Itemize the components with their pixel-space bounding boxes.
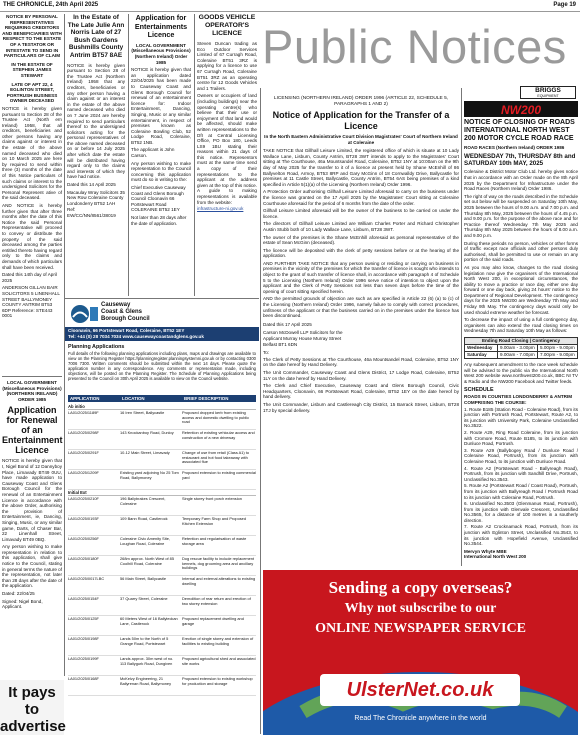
extension-row [465, 344, 577, 351]
lt-body-6: The licence will be deposited with the clerk of petty sessions before or at the hearing of the application. [263, 247, 459, 259]
col-location: LOCATION [122, 396, 145, 401]
licence-transfer-notice [263, 96, 459, 566]
road-item: 2. Route A29, Ring Road Coleraine, from its junction with Cromore Road, Route B185, to its junction with Dunluce Road, Portrush. [464, 429, 578, 447]
planning-table-header [68, 395, 256, 402]
application-location: 109 Bann Road, Castlerock [120, 516, 168, 521]
extension-road-closing: 9.00am - 3.00pm [497, 345, 537, 351]
application-number: LA01/2025/0125F [68, 616, 99, 621]
application-location: McKelvy Engineering, 21 Ballyrenan Road, Ballymoney [120, 676, 172, 686]
lt-body-1: TAKE NOTICE that Gillhall Leisure Limited, the registered office of which is situate at 10 Lady Wallace Lane, Lisburn, County Antrim, BT28 3WT intends to apply to the Magistrates' Court sitting at The Courthouse, 46a Mountsandel Road, Coleraine, BT52 1NY at 10:00am on the 9th day of May 2025 for the transfer to it of a licence at present held by Shane McEnhill of 86 Ballyvelton Road, Armoy, BT53 8RP and Gary McGinn of 18 Cornwalldy Drive, Ballycastle for premises at 11 Castle Street, Ballycastle, County Antrim, BT54 6AS being premises of a kind specified in Article 5(1)(a) of the Licensing (Northern Ireland) Order 1996. [263, 148, 459, 187]
council-address: Cloonavin, 66 Portstewart Road, Coleraine, BT52 1EY [68, 328, 185, 333]
ent-title: Application for Entertainments Licence [134, 13, 188, 40]
planning-rows [68, 404, 256, 732]
application-location: 268m approx. North West of 85 Coolhill Road, Coleraine [120, 556, 174, 566]
table-row [68, 430, 256, 450]
application-location: 143 Knockanboy Road, Dunloy [120, 430, 174, 435]
application-description: Proposed extension to existing commercial yard [182, 470, 256, 480]
notice-title: NOTICE BY PERSONAL REPRESENTATIVES REQUIRING CREDITORS AND BENEFICIARIES WITH RESPECT TO THE ESTATE OF A TESTATOR OR INTESTATE TO SEND IN PARTICULARS OF CLAIM [2, 14, 62, 59]
application-number: LA01/2025/0199F [68, 656, 99, 661]
notice-dated: Dated this 14th day of April 2025 [2, 272, 57, 283]
lt-title: LICENSING (NORTHERN IRELAND) ORDER 1996 (ARTICLE 22, SCHEDULE 5, PARAGRAPHS 1 AND 2) [273, 96, 449, 107]
promo-text: It pays to advertise [0, 684, 66, 735]
licence-body-2: Any person wishing to make representation in relation to this application, shall give notice to the Council, stating in general terms the nature of the representation, not later than 28 days after the date of the application. [2, 544, 63, 589]
entertainments-licence-notice [131, 14, 191, 296]
application-description: Proposed agricultural shed and associated site works [182, 656, 256, 666]
notice-body-2: AND NOTICE is hereby further given that after three months after the date of this Notice the said Personal Representative will proceed to convey or distribute the property of the said deceased among the parties entitled thereto having regard only to the claims and demands of which particulars shall have been received. [2, 203, 62, 270]
road-item: 1. Route B185 (Station Road - Coleraine Road), from its junction with Portrush Road, Portstewart, Route A2, to its junction with University Park, Coleraine Unclassified No.3522. [464, 406, 578, 429]
application-description: Proposed replacement dwelling and garage [182, 616, 244, 626]
application-number: LA01/2025/1209F [68, 470, 99, 475]
rc-body-6: Any subsequent amendment to the race week schedule will be advised to the public via the International North West 200 website www.northwest200.co.uk, BBC NI TV & Radio and the NW200 Facebook and Twitter feeds. [464, 362, 578, 384]
road-item: 5. Route A2 (Portstewart Road / Coast Road), Portrush, from its junction with Ballyreagh Road / Portrush Road to its junction with Coleraine Road, Portrush. [464, 483, 578, 500]
lt-body-8: AND the permitted grounds of objection are such as are specified in Article 22 (6) (a) to (c) of the Licensing (Northern Ireland) Order 1996, namely failure to comply with correct procedures, unfitness of the applicant or that the business carried on in the premises under the licence has been discontinued. [263, 296, 459, 319]
estate-title: In the Estate of The Late Julie Ann Norris Late of 27 Bush Gardens Bushmills County Antrim BT57 8AE [67, 14, 125, 59]
lt-to-1: The Clerk of Petty Sessions at The Courthouse, 46a Mountsandel Road, Coleraine, BT52 1NY on the date hereof by Hand Delivery. [263, 356, 459, 368]
table-row [68, 410, 256, 430]
extension-contingency: 7.00pm - 9.00pm [537, 352, 577, 358]
road-list [464, 407, 578, 547]
notice-solicitor: ANDERSON GILLAN BAIR SOLICITORS 5 LINENHALL STREET BALLYMONEY COUNTY ANTRIM BT53 6DP Reference: STE443 0001 [2, 285, 60, 319]
extension-day: Wednesday [467, 345, 493, 351]
ad-url[interactable]: UlsterNet.co.uk [320, 674, 520, 706]
lt-notice: Notice of Application for the Transfer of a Licence [272, 110, 450, 131]
extension-day: Saturday [467, 352, 487, 358]
estate-solicitor: Macaulay Wray Solicitors 35 New Row Coleraine County Londonderry BT52 1AH [67, 189, 125, 206]
lt-to: To: [263, 350, 270, 356]
rc-signoff-2: International North West 200 [464, 554, 527, 560]
paper-date: THE CHRONICLE, 24th April 2025 [3, 2, 99, 8]
application-number: LA01/2025/0168F [68, 676, 99, 681]
licence-title: Application for Renewal of an Entertainment Licence [2, 405, 63, 456]
road-item: 4. Route A2 (Portstewart Road - Ballyreagh Road), Portrush, from its junction with Sandhill Drive, Portrush, Unclassified No.3543. [464, 465, 578, 482]
application-description: Proposed dropped kerb from existing access and domestic dwelling to public road [182, 410, 250, 425]
application-number: LA01/2025/0291F [68, 450, 99, 455]
council-crest-icon [69, 303, 99, 325]
rc-body-4: As you may also know, changes to the road closing legislation now give the organisers of the International North West 200, in exceptional circumstances, the ability to move a practice or race day, either one day forward or one day back, giving 24 hours' notice to the Department of Regional Development. The contingency days for the 2025 NW200 are Wednesday 7th May and Friday 9th May. The contingency days would only be used should extreme weather be forecast. [464, 264, 578, 315]
application-number: LA01/2025/0298F [68, 430, 99, 435]
road-item: 3. Route A29 (Ballybogey Road / Dunluce Road / Coleraine Road, Portrush), from its junction with Coleraine Road, to its junction with Dunluce Road. [464, 447, 578, 464]
estate-notice-stewart [2, 14, 62, 372]
application-number: LA01/2025/0154F [68, 596, 99, 601]
application-description: Proposed extension to existing workshop for production and storage [182, 676, 253, 686]
public-notices-banner [262, 20, 577, 80]
extension-row [465, 351, 577, 358]
application-number: LA01/2025/0180F [68, 556, 99, 561]
application-location: 196 Ballybrakes Crescent, Coleraine [120, 496, 166, 506]
briggs-logo-text: BRIGGS [535, 87, 561, 94]
ent-address: Chief Executive Causeway Coast and Glens Borough Council Cloonavin 66 Portstewart Road COLERAINE BT52 1EY [131, 185, 186, 213]
lt-dated: Dated this 17 April 2025 [263, 321, 312, 327]
briggs-logo-sub: EQUIPMENT [537, 94, 559, 98]
notice-body: NOTICE is hereby given pursuant to Section 28 of the Trustee Act (North ern Ireland) 1958, that all creditors, beneficiaries and other persons having any claims against or interest in the estate of the above named deceased who died on 10 March 2025 are here by required to send within three (3) months of the date of this Notice particulars of such claims or interest to the undersigned Solicitors for the Personal Represent ative of the said deceased. [2, 105, 62, 201]
estate-late: LATE OF APT 22, 4 EGLINTON STREET, PORTRUSH BUSINESS OWNER DECEASED [6, 81, 58, 104]
application-number: LA01/2025/0017LBC [68, 576, 105, 581]
planning-group-label: Initial Ext [68, 490, 256, 496]
council-name-2: Coast & Glens [101, 309, 143, 315]
table-row [68, 556, 256, 576]
licence-header: LOCAL GOVERNMENT (Miscellaneous Provisions) (NORTHERN IRELAND) ORDER 1985 [2, 380, 62, 402]
estate-dated: Dated this 14 April 2025 [67, 182, 116, 188]
table-row [68, 450, 256, 470]
lt-signed: Carson McDowell LLP Solicitors for the Applicant Murray House Murray Street Belfast BT1 6DN [263, 330, 343, 347]
council-logo [69, 303, 99, 325]
lt-to-4: The Unit Commander, Lisburn and Castlereagh City District, 15 Barrack Street, Lisburn, BT28 1TJ by special delivery. [263, 401, 459, 413]
estate-name: IN THE ESTATE OF STEPHEN JAMES STEWART [11, 61, 53, 78]
rc-body-1: Coleraine & District Motor Club Ltd. hereby gives notice that in accordance with an Order made on the 8th April 2025 by the Department for Infrastructure under the Road Races (Northern Ireland) Order 1986. [464, 169, 578, 192]
road-closing-notice [464, 86, 578, 566]
ad-tagline: Read The Chronicle anywhere in the world [354, 715, 487, 722]
application-number: LA01/2025/0256F [68, 536, 99, 541]
rc-body-3: During these periods no person, vehicles or other forms of traffic except race officials and other persons duly authorised, shall be permitted to use or remain on any portion of the said roads. [464, 240, 578, 263]
ad-line-3: ONLINE NEWSPAPER SERVICE [315, 621, 526, 636]
goods-vehicle-licence-notice [197, 14, 257, 296]
application-number: LA01/2025/1189F [68, 410, 99, 415]
estate-notice-norris [67, 14, 125, 296]
council-name-1: Causeway [101, 302, 131, 308]
application-location: Lands 50m to the North of 5 Grange Road, Portstewart [120, 636, 169, 646]
application-number: LA01/2025/0210F [68, 496, 99, 501]
extension-table [464, 337, 578, 359]
ad-line-1: Sending a copy overseas? [328, 578, 513, 597]
ent-deadline: Not later than 28 days after the date of application. [131, 215, 187, 226]
extension-contingency: 5.00pm - 9.00pm [537, 345, 577, 351]
banner-title: Public Notices [262, 20, 567, 73]
application-location: 60 Meters West of 16 Ballyleckan Lane, Castlerock [120, 616, 178, 626]
application-description: Retention of existing vehicular access and construction of a new driveway [182, 430, 255, 440]
nw200-logo [464, 101, 578, 117]
table-row [68, 676, 256, 696]
gv-body: Steven Duncan trading as Eco Outdoor Services Limited of 67 Curragh Road, Coleraine BT51 3RZ is applying for a licence to use 67 Curragh Road, Coleraine BT51 3RZ as an operating centre for 12 Goods Vehicles and 1 Trailers. [197, 41, 257, 91]
estate-body: NOTICE is hereby given pursuant to Section 28 of the Trustee Act (Northern Ireland) 1958 that any creditors, beneficiaries or any other person having a claim against or an interest in the estate of the above named deceased who died on 7 June 2024 are hereby required to send particulars thereof to the undersigned solicitors acting for the personal representatives of the above named deceased on or before 14 July 2025 after which date the estate will be distributed having regard only to the claims and interests of which they have had notice. [67, 62, 125, 180]
table-row [68, 656, 256, 676]
lt-body-7: AND FURTHER TAKE NOTICE that any person owning or residing or carrying on business in premises in the vicinity of the premises for which the transfer of licence is sought who intends to object to the grant of such transfer of licence shall, in accordance with paragraph 4 of Schedule 5 to the Licensing (Northern Ireland) Order 1996 serve notice of intention to object upon the applicant and the Clerk of Petty Sessions not less than seven days before the time of the opening of court sitting specified herein. [263, 260, 459, 294]
extension-table-title: Ending Road Closing | Contingency [465, 338, 577, 344]
council-planning [65, 298, 259, 734]
rc-sub: ROAD RACES (Northern Ireland) ORDER 1986 [464, 145, 565, 150]
licence-dated: Dated: 22/04/25 [2, 591, 35, 597]
gv-body-2: Owners or occupiers of land (including buildings) near the operating centre(s) who believe that their use or enjoyment of that land would be affected, should make written representations to the DfI at Central Licensing Office, PO Box 180, Leeds LS9 1BU stating their reasons within 21 days of this notice. Representors must at the same time send a copy of their representations to the applicant at the address given at the top of this notice. A guide to making representations is available from the website: [197, 93, 257, 205]
planning-section-title: Planning Applications [68, 344, 125, 350]
application-location: 16 Iren Street, Ballycastle [120, 410, 165, 415]
briggs-logo [520, 86, 576, 99]
council-tel: Tel: +44 (0) 28 7034 7034 www.causewaycoastandglens.gov.uk [68, 333, 204, 339]
lt-to-2: The Unit Commander, Causeway Coast and Glens District, 17 Lodge Road, Coleraine, BT52 1LY on the date hereof by Hand Delivery. [263, 369, 459, 381]
application-location: Coleraine Civic Amenity Site, Loughan Road, Coleraine [120, 536, 170, 546]
ent-body-3: Any person wishing to make representation to the Council concerning this application must do so in writing to the: [131, 160, 191, 183]
rc-schedule-sub: ROADS IN COUNTIES LONDONDERRY & ANTRIM COMPRISING THE COURSE: [464, 394, 573, 405]
licence-signed: Signed: Nigel Bond, Applicant. [2, 598, 43, 610]
lt-body-2: A Protection Order authorising Gillhall Leisure Limited aforesaid to carry on the business under the licence was granted on the 17 April 2025 by the Magistrates' Court sitting at Coleraine Courthouse aforesaid for the period of 6 months from the date of the order. [263, 189, 459, 206]
application-location: 56 Main Street, Ballycastle [120, 576, 167, 581]
ulsternet-advert[interactable] [263, 570, 578, 735]
table-row [68, 596, 256, 616]
nw200-logo-text: NW200 [500, 103, 541, 117]
ent-body: NOTICE is hereby given that an application dated 22/04/2025 has been made to Causeway Coast and Glens Borough Council for renewal of an entertainment licence for: Indoor Entertainment, Dancing, Singing, Music or any similar entertainment, in respect of premises known as Coleraine Bowling Club, 52 Lodge Road, Coleraine, BT52 1NB. [131, 67, 191, 145]
planning-intro: Full details of the following planning applications including plans, maps and drawings are available to view on the Planning Register https://planningregister.planningsystemni.gov.uk or by contacting 0300 7006 7300. Written comments should be submitted within the next 14 days. Please quote the application number in any correspondence. Any comments or representation made, including objections, will be posted on the Planning Register. The Schedule of Planning Applications being presented to the Council on 30th April 2025 is available to view on the Council website. [68, 351, 256, 381]
application-location: 37 Quarry Street, Coleraine [120, 596, 168, 601]
application-description: Retention and regularisation of waste storage area [182, 536, 247, 546]
lt-body-5: The owner of the premises is the Shane McEnhill aforesaid as personal representative of the estate of Sean McGinn (deceased). [263, 234, 459, 246]
ent-applicant: The applicant is John Carson. [131, 147, 175, 159]
rc-body-2: The right of way on the roads described in the Schedule set out below will be suspended on Saturday 10th May, 2025 between the hours of 9.00 a.m. and 7.00 p.m. and Thursday 8th May, 2025 between the hours of 4.45 p.m. and 9.00 p.m. for the purpose of the above race and for Practice thereof Wednesday 7th May 2025 and Thursday 8th May 2025 between the hours of 8.00 a.m. and 9.00 p.m. [464, 193, 578, 238]
page-header [0, 0, 580, 12]
application-description: Internal and external alterations to existing dwelling [182, 576, 256, 586]
licence-body: NOTICE is hereby given that I, Nigel Bond of 12 Dannyboy Place, Limavady BT49 0UU, have made application to Causeway Coast and Glens Borough Council for the renewal of an Entertainment Licence in accordance with the above Order, authorising the provision of Entertainment, ie, Dancing, Singing, Music, or any similar game, Darts, of Chaser Bar, 22 Linenhall Street, Limavady BT49 0BQ. [2, 458, 62, 542]
table-row [68, 496, 256, 516]
table-row [68, 516, 256, 536]
rc-dates: WEDNESDAY 7th, THURSDAY 8th and SATURDAY 10th MAY, 2025 [464, 152, 576, 167]
application-location: Existing yard adjoining No 25 Tom Road, Ballymoney [120, 470, 179, 480]
table-row [68, 576, 256, 596]
gv-title: GOODS VEHICLE OPERATOR'S LICENCE [198, 14, 256, 37]
ad-line-2: Why not subscribe to our [344, 601, 497, 616]
lt-court: In the North Eastern Administrative Court Division Magistrates' Court of Northern Ireland at Coleraine [264, 134, 458, 145]
lt-body-4: The directors of Gillhall Leisure Limited are William Charles Porter and Richard Christopher Austin Stubb both of 10 Lady Wallace Lane, Lisburn, BT28 3WT. [263, 221, 459, 232]
application-description: Erection of single storey and extension of facilities to existing building [182, 636, 254, 646]
application-description: Temporary Farm Shop and Proposed Kitchen Extension [182, 516, 247, 526]
gv-link[interactable]: infrastructure-ni.gov.uk [197, 206, 244, 212]
application-location: 10-12 Main Street, Limavady [120, 450, 170, 455]
lt-to-3: The Clerk and Chief Executive, Causeway Coast and Glens Borough Council, Civic Headquarters, Cloonavin, 66 Portstewart Road, Coleraine, BT52 1EY on the date hereof by hand delivery. [263, 383, 459, 400]
licence-renewal-notice [2, 380, 62, 680]
road-item: 7. Route A2 Crocknamack Road, Portrush, from its junction with Eglinton Street, Unclassified No.3543, to its junction with Hopefield Avenue, Unclassified No.3544. [464, 524, 578, 547]
council-name-3: Borough Council [101, 316, 150, 322]
planning-group-label: Ab initio [68, 404, 256, 410]
estate-ref: Ref: EW/CC/NN/8561/38019 [67, 207, 116, 218]
application-number: LA01/2025/0198F [68, 636, 99, 641]
application-description: Demolition of rear return and erection of two storey extension [182, 596, 251, 606]
it-pays-promo [0, 680, 64, 735]
rc-body-5: To decrease the impact of using a full contingency day, organisers can also extend the road closing times on Wednesday 7th and Saturday 10th May as follows: [464, 317, 578, 334]
extension-road-closing: 9.00am - 7.00pm [497, 352, 537, 358]
application-number: LA01/2025/0193F [68, 516, 99, 521]
application-location: Lands approx. 30m west of no. 113 Ballygurk Road, Dungiven [120, 656, 174, 666]
table-row [68, 536, 256, 556]
col-description: BRIEF DESCRIPTION [184, 396, 229, 401]
lt-body-3: Gillhall Leisure Limited aforesaid will be the owner of the business to be carried on under the licence. [263, 208, 459, 219]
page-number: Page 19 [553, 2, 576, 8]
table-row [68, 636, 256, 656]
table-row [68, 470, 256, 490]
road-item: 6. Unclassified No.3503 (Glenmanus Road, Portrush), from its junction with Glenvale Crescent, Unclassified No.3565, for a distance of 100 metres in a southerly direction. [464, 501, 578, 523]
application-description: Change of use from retail (Class A1) to restaurant and hot food takeaway with associated flue [182, 450, 250, 465]
application-description: Single storey front porch extension [182, 496, 242, 501]
rc-signoff-1: Mervyn Whyte MBE [464, 548, 507, 554]
application-description: Dog rescue facility to include replacement kennels, dog grooming area and ancillary buildings [182, 556, 255, 571]
rc-schedule: SCHEDULE [464, 387, 494, 394]
rc-title: NOTICE OF CLOSING OF ROADS INTERNATIONAL NORTH WEST 200 MOTOR CYCLE ROAD RACE [464, 119, 575, 142]
ent-header: LOCAL GOVERNMENT (Miscellaneous Provisions) (Northern Ireland) Order 1985 [131, 42, 191, 65]
extension-rows [465, 344, 577, 358]
table-row [68, 616, 256, 636]
col-application: APPLICATION [70, 396, 100, 401]
